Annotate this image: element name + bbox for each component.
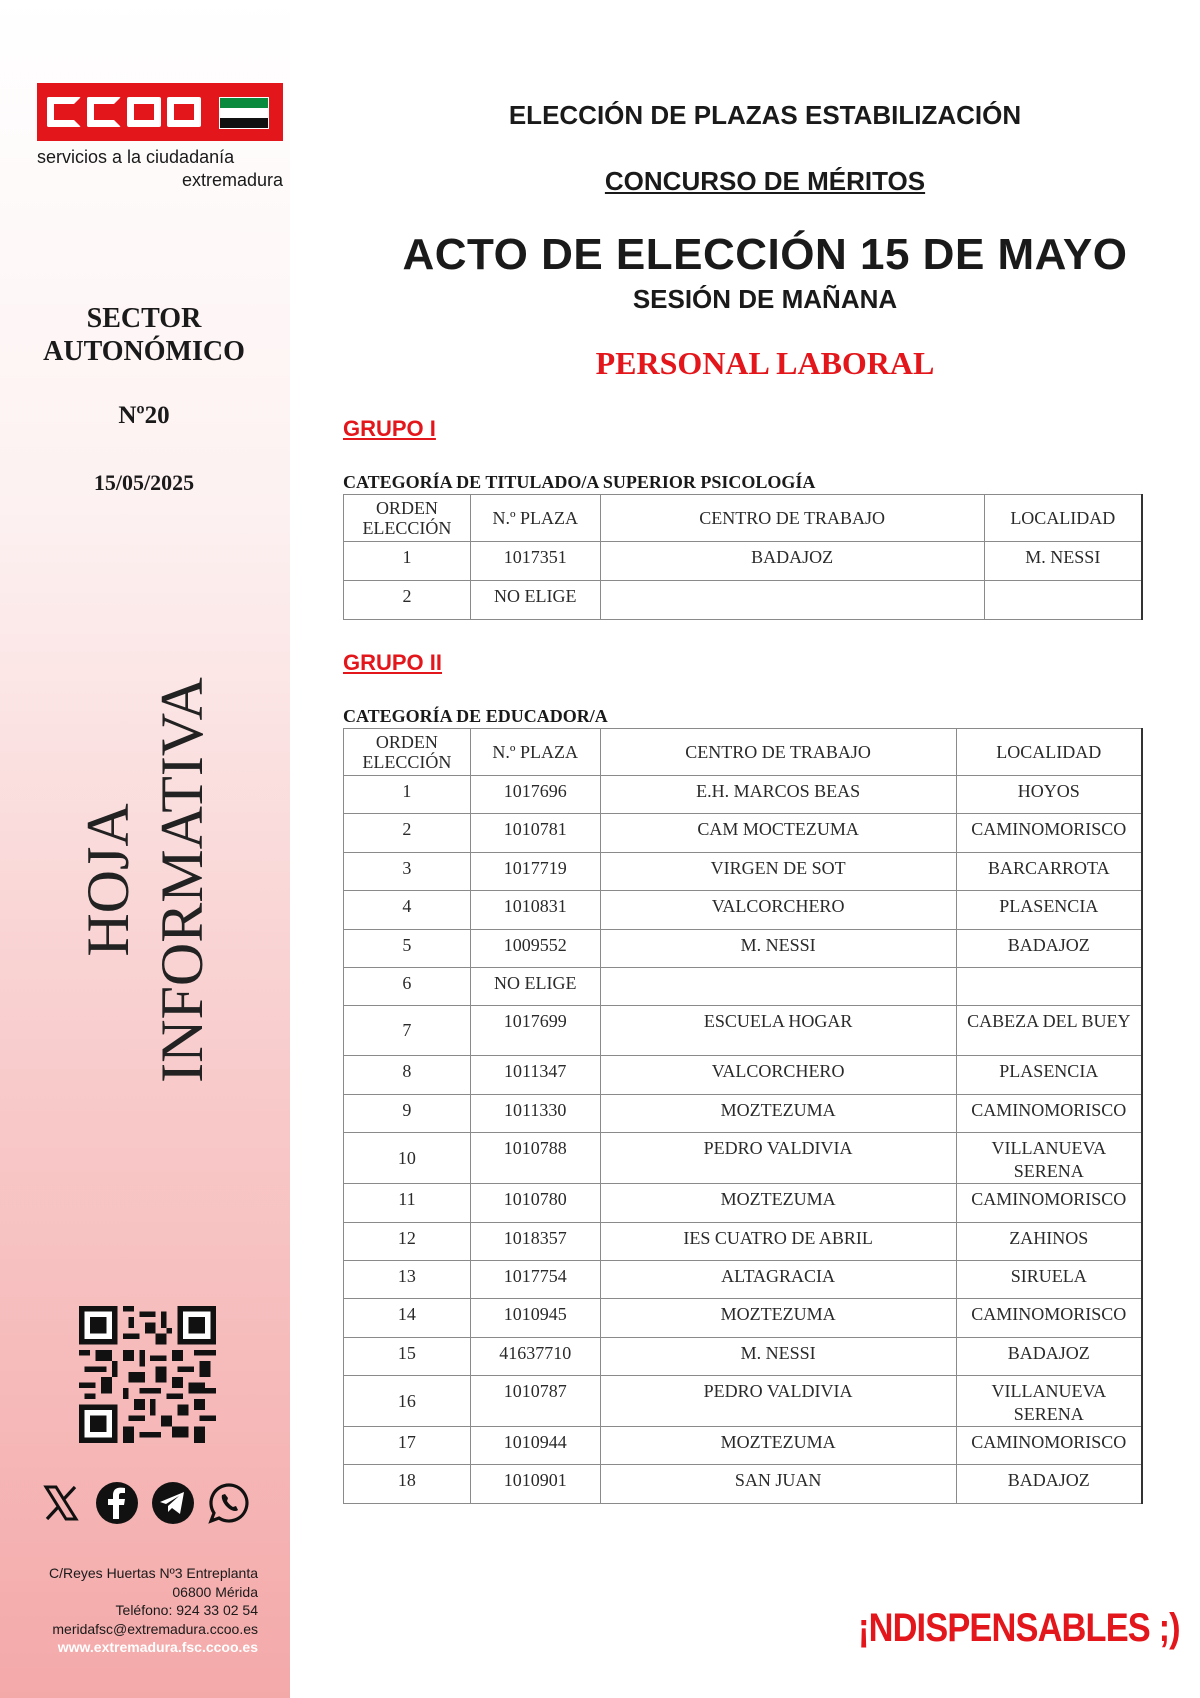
cell-localidad: M. NESSI [984, 542, 1142, 581]
table-row [344, 1260, 1143, 1298]
logo-subtitle: servicios a la ciudadanía extremadura [37, 147, 283, 190]
cell-centro: MOZTEZUMA [600, 1094, 956, 1132]
cell-centro: ALTAGRACIA [600, 1260, 956, 1298]
cell-orden: 18 [344, 1465, 471, 1503]
table-header-row [344, 729, 1143, 776]
cell-centro: VIRGEN DE SOT [600, 852, 956, 890]
cell-plaza: NO ELIGE [470, 967, 600, 1005]
table-row [344, 814, 1143, 852]
cell-plaza: 41637710 [470, 1337, 600, 1375]
col-localidad: LOCALIDAD [956, 729, 1142, 776]
table-row [344, 1056, 1143, 1094]
cell-plaza: 1010781 [470, 814, 600, 852]
col-orden: ORDEN ELECCIÓN [344, 729, 471, 776]
act-title: ACTO DE ELECCIÓN 15 DE MAYO [402, 230, 1128, 279]
cell-orden: 10 [344, 1133, 471, 1184]
cell-orden: 14 [344, 1299, 471, 1337]
cell-orden: 2 [344, 814, 471, 852]
grupo-1-table [343, 494, 1143, 620]
table-row [344, 891, 1143, 929]
cell-plaza: 1010780 [470, 1184, 600, 1222]
indispensables-tagline: ¡NDISPENSABLES ;) [858, 1606, 1180, 1650]
cell-plaza: NO ELIGE [470, 581, 600, 620]
cell-plaza: 1009552 [470, 929, 600, 967]
cell-localidad: CABEZA DEL BUEY [956, 1006, 1142, 1056]
table-row [344, 1376, 1143, 1427]
cell-plaza: 1017351 [470, 542, 600, 581]
cell-centro: ESCUELA HOGAR [600, 1006, 956, 1056]
cell-orden: 5 [344, 929, 471, 967]
cell-orden: 3 [344, 852, 471, 890]
header-subtitle: CONCURSO DE MÉRITOS [604, 166, 926, 196]
grupo-2-table [343, 728, 1143, 1504]
website-link[interactable]: www.extremadura.fsc.ccoo.es [57, 1639, 258, 1655]
cell-centro: E.H. MARCOS BEAS [600, 776, 956, 814]
cell-centro: MOZTEZUMA [600, 1299, 956, 1337]
cell-centro: PEDRO VALDIVIA [600, 1376, 956, 1427]
cell-centro: SAN JUAN [600, 1465, 956, 1503]
cell-centro: M. NESSI [600, 1337, 956, 1375]
cell-centro: BADAJOZ [600, 542, 984, 581]
facebook-icon[interactable] [94, 1480, 140, 1526]
cell-localidad: CAMINOMORISCO [956, 1299, 1142, 1337]
cell-localidad [956, 967, 1142, 1005]
cell-centro: MOZTEZUMA [600, 1184, 956, 1222]
col-plaza: N.º PLAZA [470, 729, 600, 776]
cell-orden: 1 [344, 776, 471, 814]
grupo-2-category: CATEGORÍA DE EDUCADOR/A [343, 706, 608, 726]
cell-centro: PEDRO VALDIVIA [600, 1133, 956, 1184]
cell-centro: CAM MOCTEZUMA [600, 814, 956, 852]
header-title: ELECCIÓN DE PLAZAS ESTABILIZACIÓN [508, 100, 1022, 130]
cell-localidad: CAMINOMORISCO [956, 1184, 1142, 1222]
cell-localidad: BADAJOZ [956, 1337, 1142, 1375]
table-row [344, 1133, 1143, 1184]
cell-plaza: 1017754 [470, 1260, 600, 1298]
table-row [344, 1427, 1143, 1465]
ccoo-wordmark [47, 97, 201, 127]
social-links [38, 1480, 252, 1526]
issue-number: Nº20 [118, 402, 170, 429]
cell-plaza: 1017719 [470, 852, 600, 890]
cell-plaza: 1010831 [470, 891, 600, 929]
main-content [290, 0, 1200, 1698]
table-row [344, 1184, 1143, 1222]
grupo-1-title: GRUPO I [343, 416, 436, 441]
cell-localidad: BADAJOZ [956, 929, 1142, 967]
cell-centro: M. NESSI [600, 929, 956, 967]
issue-date: 15/05/2025 [93, 470, 195, 495]
cell-orden: 2 [344, 581, 471, 620]
cell-localidad: ZAHINOS [956, 1222, 1142, 1260]
table-row [344, 1299, 1143, 1337]
table-row [344, 581, 1143, 620]
cell-centro [600, 967, 956, 1005]
cell-localidad: CAMINOMORISCO [956, 814, 1142, 852]
cell-localidad: SIRUELA [956, 1260, 1142, 1298]
cell-plaza: 1018357 [470, 1222, 600, 1260]
vertical-title: HOJA INFORMATIVA [75, 677, 215, 1083]
qr-code-icon[interactable] [79, 1306, 216, 1443]
cell-centro: VALCORCHERO [600, 1056, 956, 1094]
cell-orden: 8 [344, 1056, 471, 1094]
col-centro: CENTRO DE TRABAJO [600, 495, 984, 542]
cell-centro: VALCORCHERO [600, 891, 956, 929]
grupo-2-title: GRUPO II [343, 650, 443, 675]
table-row [344, 542, 1143, 581]
cell-orden: 13 [344, 1260, 471, 1298]
table-header-row [344, 495, 1143, 542]
col-centro: CENTRO DE TRABAJO [600, 729, 956, 776]
sidebar [0, 0, 290, 1698]
extremadura-flag-icon [219, 97, 269, 129]
grupo-1-category: CATEGORÍA DE TITULADO/A SUPERIOR PSICOLOGÍA [343, 472, 816, 492]
cell-orden: 12 [344, 1222, 471, 1260]
cell-plaza: 1017696 [470, 776, 600, 814]
table-row [344, 967, 1143, 1005]
table-row [344, 1337, 1143, 1375]
cell-localidad: BARCARROTA [956, 852, 1142, 890]
cell-orden: 17 [344, 1427, 471, 1465]
whatsapp-icon[interactable] [206, 1480, 252, 1526]
cell-plaza: 1011347 [470, 1056, 600, 1094]
telegram-icon[interactable] [150, 1480, 196, 1526]
cell-plaza: 1017699 [470, 1006, 600, 1056]
cell-centro: MOZTEZUMA [600, 1427, 956, 1465]
cell-orden: 6 [344, 967, 471, 1005]
contact-email[interactable]: meridafsc@extremadura.ccoo.es [52, 1620, 258, 1637]
cell-centro [600, 581, 984, 620]
table-row [344, 776, 1143, 814]
x-twitter-icon[interactable] [38, 1480, 84, 1526]
cell-localidad: HOYOS [956, 776, 1142, 814]
cell-plaza: 1010901 [470, 1465, 600, 1503]
cell-plaza: 1010945 [470, 1299, 600, 1337]
cell-localidad: CAMINOMORISCO [956, 1427, 1142, 1465]
table-row [344, 1094, 1143, 1132]
ccoo-logo [37, 83, 283, 141]
personnel-title: PERSONAL LABORAL [595, 345, 935, 381]
cell-orden: 11 [344, 1184, 471, 1222]
contact-address: C/Reyes Huertas Nº3 Entreplanta 06800 Mérida Teléfono: 924 33 02 54 meridafsc@extremadura.ccoo.es www.extremadura.fsc.ccoo.es [10, 1564, 258, 1657]
cell-localidad: VILLANUEVA SERENA [956, 1376, 1142, 1427]
cell-localidad: CAMINOMORISCO [956, 1094, 1142, 1132]
cell-orden: 9 [344, 1094, 471, 1132]
cell-orden: 1 [344, 542, 471, 581]
cell-orden: 16 [344, 1376, 471, 1427]
sector-label: SECTOR AUTONÓMICO [43, 303, 245, 367]
cell-localidad [984, 581, 1142, 620]
table-row [344, 1006, 1143, 1056]
cell-localidad: PLASENCIA [956, 891, 1142, 929]
col-localidad: LOCALIDAD [984, 495, 1142, 542]
table-row [344, 1222, 1143, 1260]
session-title: SESIÓN DE MAÑANA [632, 284, 898, 314]
cell-plaza: 1011330 [470, 1094, 600, 1132]
cell-plaza: 1010787 [470, 1376, 600, 1427]
cell-centro: IES CUATRO DE ABRIL [600, 1222, 956, 1260]
cell-plaza: 1010788 [470, 1133, 600, 1184]
table-row [344, 929, 1143, 967]
cell-plaza: 1010944 [470, 1427, 600, 1465]
cell-orden: 7 [344, 1006, 471, 1056]
col-plaza: N.º PLAZA [470, 495, 600, 542]
cell-localidad: BADAJOZ [956, 1465, 1142, 1503]
table-row [344, 1465, 1143, 1503]
col-orden: ORDEN ELECCIÓN [344, 495, 471, 542]
table-row [344, 852, 1143, 890]
cell-localidad: VILLANUEVA SERENA [956, 1133, 1142, 1184]
cell-orden: 15 [344, 1337, 471, 1375]
cell-localidad: PLASENCIA [956, 1056, 1142, 1094]
cell-orden: 4 [344, 891, 471, 929]
